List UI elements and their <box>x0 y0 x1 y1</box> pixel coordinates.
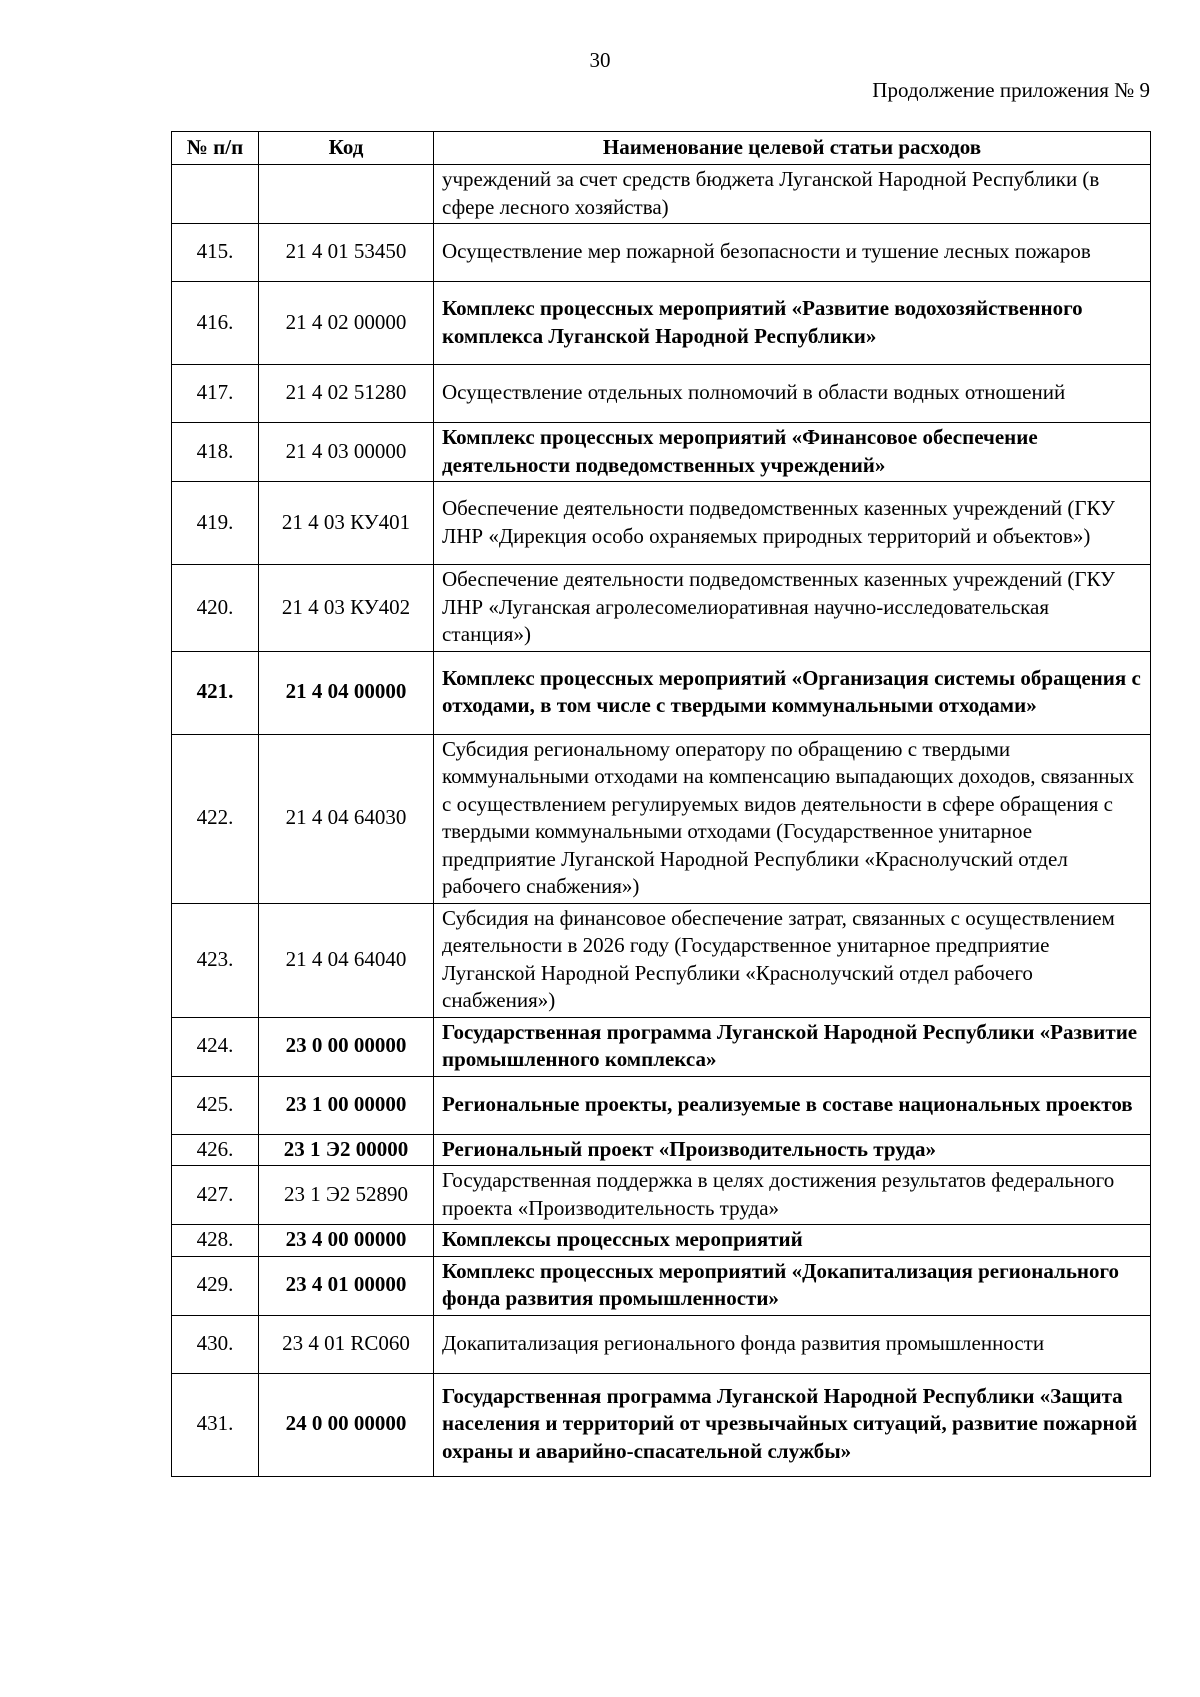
page-number: 30 <box>589 48 611 72</box>
column-header-number: № п/п <box>172 132 259 165</box>
table-row <box>172 903 1151 1017</box>
row-number: 428. <box>172 1225 259 1257</box>
table-row <box>172 482 1151 565</box>
row-article-name: Комплекс процессных мероприятий «Организация системы обращения с отходами, в том числе с твердыми коммунальными отходами» <box>434 651 1151 734</box>
row-article-name: Докапитализация регионального фонда развития промышленности <box>434 1315 1151 1373</box>
budget-article-table <box>171 131 1151 1477</box>
table-row <box>172 165 1151 224</box>
row-number: 424. <box>172 1017 259 1076</box>
row-number: 419. <box>172 482 259 565</box>
table-row <box>172 734 1151 903</box>
row-number: 422. <box>172 734 259 903</box>
row-article-name: Осуществление мер пожарной безопасности и тушение лесных пожаров <box>434 224 1151 282</box>
row-article-name: Комплексы процессных мероприятий <box>434 1225 1151 1257</box>
row-number <box>172 165 259 224</box>
row-code <box>259 165 434 224</box>
row-article-name: Обеспечение деятельности подведомственных казенных учреждений (ГКУ ЛНР «Дирекция особо охраняемых природных территорий и объектов») <box>434 482 1151 565</box>
row-code: 21 4 01 53450 <box>259 224 434 282</box>
row-code: 23 0 00 00000 <box>259 1017 434 1076</box>
row-code: 23 4 01 RC060 <box>259 1315 434 1373</box>
row-code: 21 4 03 КУ401 <box>259 482 434 565</box>
column-header-code: Код <box>259 132 434 165</box>
row-number: 425. <box>172 1076 259 1134</box>
row-article-name: Субсидия региональному оператору по обращению с твердыми коммунальными отходами на компенсацию выпадающих доходов, связанных с осуществлением регулируемых видов деятельности в сфере обращения с твердыми коммунальными отходами (Государственное унитарное предприятие Луганской Народной Республики «Краснолучский отдел рабочего снабжения») <box>434 734 1151 903</box>
row-article-name: Комплекс процессных мероприятий «Докапитализация регионального фонда развития промышленности» <box>434 1256 1151 1315</box>
table-body <box>172 165 1151 1477</box>
table-row <box>172 1315 1151 1373</box>
table-row <box>172 1017 1151 1076</box>
row-number: 423. <box>172 903 259 1017</box>
row-article-name: Государственная программа Луганской Народной Республики «Развитие промышленного комплекса» <box>434 1017 1151 1076</box>
row-code: 21 4 03 00000 <box>259 423 434 482</box>
column-header-name: Наименование целевой статьи расходов <box>434 132 1151 165</box>
row-code: 24 0 00 00000 <box>259 1373 434 1476</box>
row-article-name: Осуществление отдельных полномочий в области водных отношений <box>434 365 1151 423</box>
row-article-name: Комплекс процессных мероприятий «Развитие водохозяйственного комплекса Луганской Народной Республики» <box>434 282 1151 365</box>
table-row <box>172 1225 1151 1257</box>
table-row <box>172 282 1151 365</box>
row-number: 427. <box>172 1166 259 1225</box>
row-code: 21 4 03 КУ402 <box>259 565 434 652</box>
row-number: 429. <box>172 1256 259 1315</box>
row-article-name: Региональные проекты, реализуемые в составе национальных проектов <box>434 1076 1151 1134</box>
table-row <box>172 565 1151 652</box>
table-row <box>172 423 1151 482</box>
row-code: 21 4 02 00000 <box>259 282 434 365</box>
row-number: 417. <box>172 365 259 423</box>
table-row <box>172 1166 1151 1225</box>
row-code: 21 4 04 64040 <box>259 903 434 1017</box>
table-row <box>172 1256 1151 1315</box>
row-number: 426. <box>172 1134 259 1166</box>
row-code: 23 1 Э2 00000 <box>259 1134 434 1166</box>
row-article-name: Субсидия на финансовое обеспечение затрат, связанных с осуществлением деятельности в 2026 году (Государственное унитарное предприятие Луганской Народной Республики «Краснолучский отдел рабочего снабжения») <box>434 903 1151 1017</box>
table-row <box>172 1134 1151 1166</box>
table-row <box>172 651 1151 734</box>
row-code: 21 4 02 51280 <box>259 365 434 423</box>
row-number: 418. <box>172 423 259 482</box>
table-row <box>172 365 1151 423</box>
row-article-name: Государственная программа Луганской Народной Республики «Защита населения и территорий от чрезвычайных ситуаций, развитие пожарной охраны и аварийно-спасательной службы» <box>434 1373 1151 1476</box>
row-code: 23 4 00 00000 <box>259 1225 434 1257</box>
row-code: 21 4 04 00000 <box>259 651 434 734</box>
table-row <box>172 1373 1151 1476</box>
appendix-continuation-note: Продолжение приложения № 9 <box>872 78 1150 102</box>
table-header-row <box>172 132 1151 165</box>
row-number: 416. <box>172 282 259 365</box>
row-article-name: Государственная поддержка в целях достижения результатов федерального проекта «Производительность труда» <box>434 1166 1151 1225</box>
row-number: 420. <box>172 565 259 652</box>
row-number: 431. <box>172 1373 259 1476</box>
row-number: 415. <box>172 224 259 282</box>
table-row <box>172 1076 1151 1134</box>
row-article-name: Региональный проект «Производительность труда» <box>434 1134 1151 1166</box>
row-article-name: Обеспечение деятельности подведомственных казенных учреждений (ГКУ ЛНР «Луганская агролесомелиоративная научно-исследовательская станция») <box>434 565 1151 652</box>
row-code: 21 4 04 64030 <box>259 734 434 903</box>
row-article-name: учреждений за счет средств бюджета Луганской Народной Республики (в сфере лесного хозяйства) <box>434 165 1151 224</box>
row-code: 23 1 00 00000 <box>259 1076 434 1134</box>
row-number: 421. <box>172 651 259 734</box>
table-row <box>172 224 1151 282</box>
row-number: 430. <box>172 1315 259 1373</box>
row-article-name: Комплекс процессных мероприятий «Финансовое обеспечение деятельности подведомственных учреждений» <box>434 423 1151 482</box>
row-code: 23 4 01 00000 <box>259 1256 434 1315</box>
row-code: 23 1 Э2 52890 <box>259 1166 434 1225</box>
